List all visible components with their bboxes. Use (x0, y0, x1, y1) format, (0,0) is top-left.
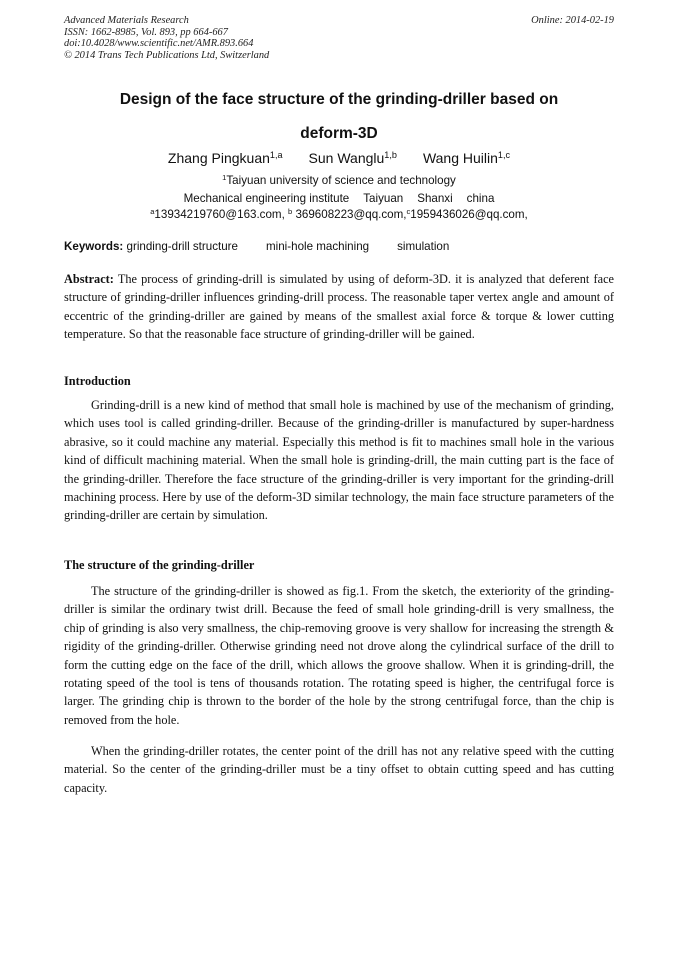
affiliation-address: Mechanical engineering institute Taiyuan Shanxi china (183, 192, 495, 205)
paper-title-line-1: Design of the face structure of the grinding-driller based on (119, 91, 559, 108)
issn-line: ISSN: 1662-8985, Vol. 893, pp 664-667 (64, 26, 228, 38)
author: Sun Wanglu$^{1,b}$ (308, 150, 397, 166)
author: Wang Huilin$^{1,c}$ (422, 150, 511, 166)
structure-paragraph-1: The structure of the grinding-driller is showed as fig.1. From the sketch, the exteriority of the grinding-driller is similar the ordinary twist drill. Because the feed of small hole grinding-drill is very smallness, the chip of grinding is also very smallness, the chip-removing groove is very shallow for increasing the strength & rigidity of the grinding-driller. Otherwise grinding need not drove along the cylindrical surface of the drill to form the cutting edge on the face of the drill, which allows the groove shallow. When it is grinding-drill, the rotating speed of the tool is tens of thousands rotation. The rotating speed is higher, the centrifugal force is larger. The grinding chip is thrown to the border of the hole by the strong centrifugal force, than the chip is removed from the hole. (64, 584, 614, 727)
keywords-label: Keywords: (64, 240, 124, 253)
author: Zhang Pingkuan$^{1,a}$ (167, 150, 283, 166)
copyright-line: © 2014 Trans Tech Publications Ltd, Switzerland (64, 49, 270, 61)
author-list (64, 150, 614, 166)
section-heading-structure: The structure of the grinding-driller (64, 558, 255, 572)
publication-header (64, 15, 269, 61)
keyword: mini-hole machining (266, 240, 370, 253)
abstract-text: The process of grinding-drill is simulated by using of deform-3D. it is analyzed that deferent face structure of grinding-driller influences grinding-drill process. The reasonable taper vertex angle and amount of eccentric of the grinding-driller are gained by means of the smallest axial force & torque & lower cutting temperature. So that the reasonable face structure of grinding-driller will be gained. (64, 272, 614, 342)
structure-paragraph-2: When the grinding-driller rotates, the center point of the drill has not any relative speed with the cutting material. So the center of the grinding-driller must be a tiny offset to obtain cutting speed and has cutting capacity. (64, 744, 614, 795)
author-emails: $^a$13934219760@163.com, $^b$ 369608223@qq.com,$^c$1959436026@qq.com, (150, 206, 528, 221)
online-date: Online: 2014-02-19 (531, 15, 614, 26)
journal-name: Advanced Materials Research (64, 15, 189, 26)
abstract (64, 270, 614, 344)
doi-line: doi:10.4028/www.scientific.net/AMR.893.664 (64, 38, 254, 50)
paper-title-line-2: deform-3D (300, 125, 378, 142)
keyword: simulation (397, 240, 450, 253)
affiliation-university: $^1$Taiyuan university of science and technology (222, 172, 456, 187)
abstract-label: Abstract: (64, 272, 114, 286)
section-heading-introduction: Introduction (64, 374, 131, 388)
keyword: grinding-drill structure (126, 240, 238, 253)
keywords (64, 240, 449, 253)
introduction-paragraph: Grinding-drill is a new kind of method that small hole is machined by use of the mechanism of grinding, which uses tool is called grinding-driller. Because of the grinding-driller is manufactured by super-hardness abrasive, so it could machine any material. Especially this method is fit to machines small hole in the various kind of difficult machining material. When the small hole is grinding-drill, the main cutting part is the face of the grinding-driller. Therefore the face structure of the grinding-driller is very important for the grinding-drill machining process. Here by use of the deform-3D similar technology, the main face structure parameters of the grinding-driller are certain by simulation. (64, 398, 614, 523)
